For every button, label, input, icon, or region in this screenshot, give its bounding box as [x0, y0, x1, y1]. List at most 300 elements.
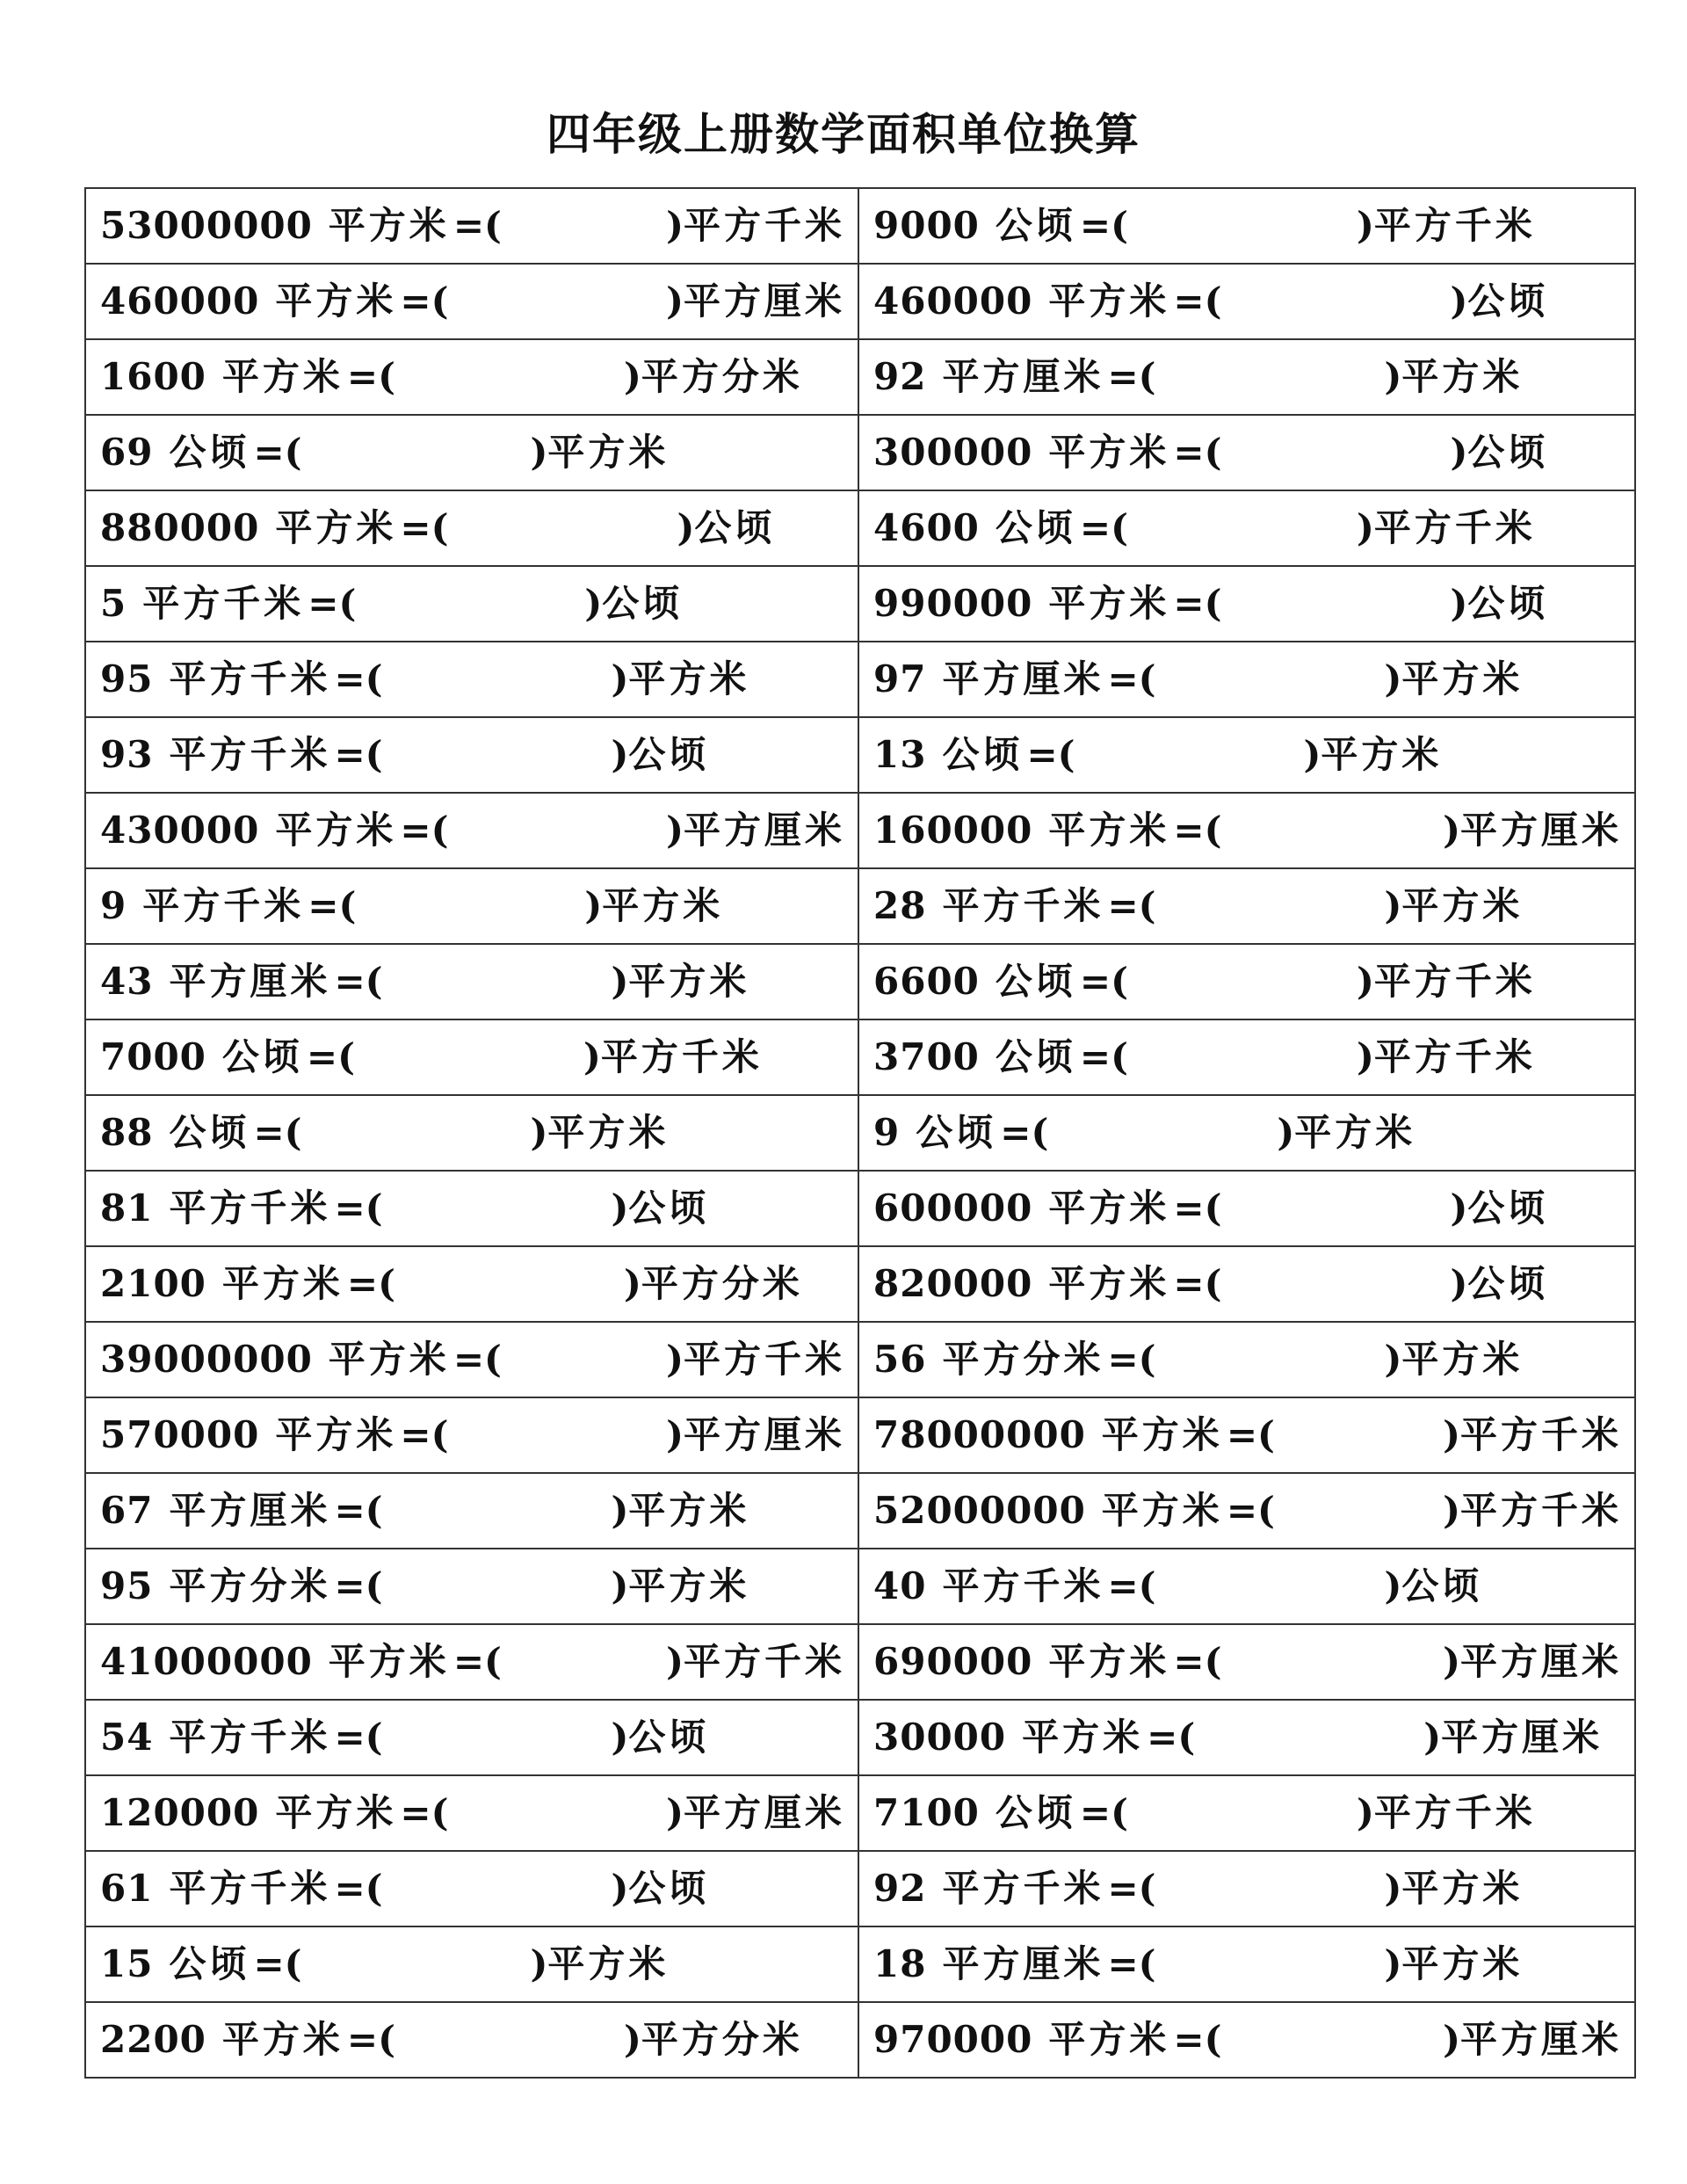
- table-row: [85, 1322, 1635, 1397]
- open-paren: (: [1138, 355, 1156, 398]
- equals-sign: =: [346, 2018, 379, 2061]
- equals-sign: =: [1026, 733, 1058, 776]
- given-value: 9000: [873, 204, 980, 247]
- conversion-question: [100, 1172, 709, 1245]
- exercise-cell-left: [85, 566, 858, 642]
- source-unit: 公顷: [221, 1035, 303, 1078]
- conversion-question: [100, 1096, 669, 1170]
- given-value: 30000: [873, 1716, 1007, 1759]
- source-unit: 平方米: [1048, 2018, 1170, 2061]
- equals-sign: =: [346, 355, 379, 398]
- close-paren: ): [1384, 1564, 1402, 1607]
- equals-sign: =: [1173, 1640, 1205, 1683]
- target-unit: 平方米: [547, 1942, 670, 1985]
- equals-sign: =: [453, 204, 485, 247]
- given-value: 300000: [873, 431, 1033, 474]
- close-paren: ): [1277, 1111, 1295, 1154]
- given-value: 88: [100, 1111, 154, 1154]
- table-row: [85, 1624, 1635, 1700]
- table-row: [85, 2002, 1635, 2078]
- exercise-rows: [85, 188, 1635, 2078]
- source-unit: 平方米: [275, 809, 397, 852]
- exercise-cell-right: [858, 1549, 1635, 1624]
- open-paren: (: [431, 1791, 449, 1834]
- conversion-question: [100, 416, 669, 490]
- equals-sign: =: [1173, 431, 1205, 474]
- equals-sign: =: [334, 733, 366, 776]
- source-unit: 平方千米: [142, 582, 305, 625]
- equals-sign: =: [334, 1867, 366, 1910]
- exercise-cell-left: [85, 1246, 858, 1322]
- conversion-question: [100, 1247, 803, 1321]
- equals-sign: =: [1107, 1942, 1139, 1985]
- target-unit: 公顷: [1467, 1262, 1549, 1305]
- open-paren: (: [337, 1035, 355, 1078]
- open-paren: (: [1204, 1640, 1222, 1683]
- close-paren: ): [666, 809, 684, 852]
- open-paren: (: [431, 506, 449, 549]
- target-unit: 平方米: [628, 657, 750, 700]
- conversion-question: [873, 1474, 1622, 1548]
- given-value: 39000000: [100, 1338, 313, 1381]
- close-paren: ): [611, 1564, 629, 1607]
- exercise-cell-left: [85, 1851, 858, 1926]
- source-unit: 平方米: [275, 1791, 397, 1834]
- conversion-question: [873, 1625, 1622, 1699]
- table-row: [85, 566, 1635, 642]
- exercise-cell-right: [858, 1700, 1635, 1775]
- exercise-cell-left: [85, 1700, 858, 1775]
- equals-sign: =: [1079, 204, 1111, 247]
- open-paren: (: [1257, 1489, 1275, 1532]
- open-paren: (: [1138, 1942, 1156, 1985]
- conversion-question: [873, 1776, 1536, 1850]
- given-value: 690000: [873, 1640, 1033, 1683]
- target-unit: 平方千米: [1373, 960, 1536, 1003]
- table-row: [85, 339, 1635, 415]
- conversion-question: [100, 718, 709, 792]
- exercise-cell-right: [858, 490, 1635, 566]
- target-unit: 平方厘米: [683, 1791, 845, 1834]
- open-paren: (: [1111, 1791, 1128, 1834]
- close-paren: ): [666, 204, 684, 247]
- exercise-cell-left: [85, 1095, 858, 1171]
- source-unit: 平方米: [1048, 431, 1170, 474]
- target-unit: 平方米: [1401, 1942, 1524, 1985]
- conversion-question: [873, 1020, 1536, 1094]
- target-unit: 公顷: [628, 1867, 710, 1910]
- source-unit: 平方分米: [942, 1338, 1104, 1381]
- conversion-question: [100, 1474, 749, 1548]
- given-value: 430000: [100, 809, 260, 852]
- equals-sign: =: [1079, 960, 1111, 1003]
- target-unit: 平方米: [1294, 1111, 1416, 1154]
- conversion-question: [873, 189, 1536, 263]
- source-unit: 公顷: [916, 1111, 997, 1154]
- close-paren: ): [1357, 1035, 1374, 1078]
- exercise-cell-left: [85, 1473, 858, 1549]
- conversion-question: [873, 1096, 1415, 1170]
- open-paren: (: [484, 1640, 502, 1683]
- target-unit: 公顷: [628, 733, 710, 776]
- conversion-question: [100, 1927, 669, 2001]
- source-unit: 平方千米: [169, 657, 331, 700]
- open-paren: (: [378, 2018, 395, 2061]
- equals-sign: =: [400, 1413, 431, 1456]
- source-unit: 平方分米: [169, 1564, 331, 1607]
- conversion-exercise-table: [84, 187, 1636, 2079]
- given-value: 93: [100, 733, 154, 776]
- given-value: 69: [100, 431, 154, 474]
- source-unit: 平方厘米: [942, 657, 1104, 700]
- conversion-question: [873, 1247, 1548, 1321]
- given-value: 40: [873, 1564, 927, 1607]
- equals-sign: =: [400, 809, 431, 852]
- table-row: [85, 868, 1635, 944]
- target-unit: 平方厘米: [1459, 2018, 1622, 2061]
- open-paren: (: [284, 431, 302, 474]
- equals-sign: =: [1173, 1262, 1205, 1305]
- exercise-cell-left: [85, 1624, 858, 1700]
- close-paren: ): [584, 884, 603, 927]
- target-unit: 平方厘米: [683, 279, 845, 323]
- conversion-question: [873, 945, 1536, 1019]
- source-unit: 公顷: [995, 1035, 1076, 1078]
- source-unit: 公顷: [169, 1111, 250, 1154]
- target-unit: 平方千米: [1373, 1035, 1536, 1078]
- target-unit: 平方千米: [1373, 1791, 1536, 1834]
- conversion-question: [873, 2003, 1622, 2077]
- conversion-question: [100, 869, 723, 943]
- conversion-question: [100, 1852, 709, 1926]
- table-row: [85, 1019, 1635, 1095]
- target-unit: 公顷: [1401, 1564, 1483, 1607]
- conversion-question: [873, 794, 1622, 867]
- table-row: [85, 415, 1635, 490]
- equals-sign: =: [400, 1791, 431, 1834]
- conversion-question: [100, 945, 749, 1019]
- exercise-cell-right: [858, 1397, 1635, 1473]
- equals-sign: =: [1079, 1791, 1111, 1834]
- conversion-question: [100, 1625, 845, 1699]
- exercise-cell-right: [858, 188, 1635, 264]
- target-unit: 平方分米: [641, 1262, 803, 1305]
- close-paren: ): [1384, 884, 1402, 927]
- source-unit: 平方千米: [942, 1867, 1104, 1910]
- close-paren: ): [666, 1338, 684, 1381]
- close-paren: ): [1443, 2018, 1460, 2061]
- exercise-cell-right: [858, 717, 1635, 793]
- table-row: [85, 188, 1635, 264]
- exercise-cell-right: [858, 1171, 1635, 1246]
- close-paren: ): [1357, 506, 1374, 549]
- table-row: [85, 944, 1635, 1019]
- close-paren: ): [666, 1640, 684, 1683]
- source-unit: 平方米: [221, 355, 344, 398]
- target-unit: 平方分米: [641, 2018, 803, 2061]
- equals-sign: =: [334, 1564, 366, 1607]
- target-unit: 平方厘米: [1459, 809, 1622, 852]
- exercise-cell-left: [85, 1549, 858, 1624]
- conversion-question: [873, 1549, 1482, 1623]
- given-value: 570000: [100, 1413, 260, 1456]
- equals-sign: =: [253, 1942, 285, 1985]
- conversion-question: [873, 1398, 1622, 1472]
- equals-sign: =: [400, 506, 431, 549]
- open-paren: (: [365, 1489, 383, 1532]
- given-value: 820000: [873, 1262, 1033, 1305]
- given-value: 78000000: [873, 1413, 1086, 1456]
- open-paren: (: [1111, 960, 1128, 1003]
- table-row: [85, 1926, 1635, 2002]
- equals-sign: =: [400, 279, 431, 323]
- table-row: [85, 642, 1635, 717]
- close-paren: ): [1443, 809, 1460, 852]
- given-value: 2100: [100, 1262, 206, 1305]
- close-paren: ): [1450, 582, 1468, 625]
- target-unit: 平方米: [1401, 355, 1524, 398]
- source-unit: 公顷: [995, 1791, 1076, 1834]
- target-unit: 公顷: [628, 1186, 710, 1230]
- exercise-cell-right: [858, 1851, 1635, 1926]
- conversion-question: [100, 265, 845, 338]
- source-unit: 平方千米: [169, 1186, 331, 1230]
- target-unit: 平方厘米: [1441, 1716, 1604, 1759]
- given-value: 95: [100, 1564, 154, 1607]
- table-row: [85, 793, 1635, 868]
- conversion-question: [873, 491, 1536, 565]
- open-paren: (: [1204, 2018, 1222, 2061]
- target-unit: 平方米: [1401, 657, 1524, 700]
- given-value: 52000000: [873, 1489, 1086, 1532]
- open-paren: (: [338, 884, 357, 927]
- given-value: 7100: [873, 1791, 980, 1834]
- table-row: [85, 1171, 1635, 1246]
- equals-sign: =: [1107, 1867, 1139, 1910]
- given-value: 460000: [100, 279, 260, 323]
- target-unit: 公顷: [602, 582, 684, 625]
- target-unit: 平方米: [1401, 884, 1524, 927]
- equals-sign: =: [1107, 657, 1139, 700]
- conversion-question: [100, 1549, 749, 1623]
- exercise-cell-right: [858, 944, 1635, 1019]
- source-unit: 平方米: [328, 204, 450, 247]
- table-row: [85, 1397, 1635, 1473]
- close-paren: ): [611, 733, 629, 776]
- close-paren: ): [530, 1111, 548, 1154]
- target-unit: 平方厘米: [683, 809, 845, 852]
- exercise-cell-right: [858, 1322, 1635, 1397]
- equals-sign: =: [308, 582, 339, 625]
- target-unit: 平方米: [1321, 733, 1443, 776]
- source-unit: 平方米: [1022, 1716, 1144, 1759]
- given-value: 120000: [100, 1791, 260, 1834]
- open-paren: (: [365, 1867, 383, 1910]
- target-unit: 平方米: [547, 431, 670, 474]
- exercise-cell-right: [858, 1926, 1635, 2002]
- table-row: [85, 1246, 1635, 1322]
- table-row: [85, 1700, 1635, 1775]
- exercise-cell-right: [858, 1246, 1635, 1322]
- exercise-cell-right: [858, 1624, 1635, 1700]
- open-paren: (: [365, 1716, 383, 1759]
- given-value: 4600: [873, 506, 980, 549]
- target-unit: 公顷: [628, 1716, 710, 1759]
- conversion-question: [100, 567, 683, 641]
- target-unit: 平方分米: [641, 355, 803, 398]
- equals-sign: =: [1107, 1338, 1139, 1381]
- target-unit: 平方米: [628, 1564, 750, 1607]
- source-unit: 平方千米: [942, 1564, 1104, 1607]
- close-paren: ): [1423, 1716, 1442, 1759]
- conversion-question: [100, 642, 749, 716]
- open-paren: (: [365, 1564, 383, 1607]
- equals-sign: =: [453, 1640, 485, 1683]
- target-unit: 公顷: [1467, 1186, 1549, 1230]
- open-paren: (: [431, 279, 449, 323]
- open-paren: (: [378, 355, 395, 398]
- conversion-question: [100, 340, 803, 414]
- given-value: 6600: [873, 960, 980, 1003]
- given-value: 970000: [873, 2018, 1033, 2061]
- conversion-question: [100, 1701, 709, 1774]
- table-row: [85, 1473, 1635, 1549]
- open-paren: (: [284, 1111, 302, 1154]
- exercise-cell-left: [85, 868, 858, 944]
- table-row: [85, 1549, 1635, 1624]
- close-paren: ): [583, 1035, 601, 1078]
- close-paren: ): [1357, 960, 1374, 1003]
- given-value: 460000: [873, 279, 1033, 323]
- target-unit: 公顷: [694, 506, 776, 549]
- close-paren: ): [666, 1791, 684, 1834]
- source-unit: 平方千米: [169, 733, 331, 776]
- exercise-cell-left: [85, 717, 858, 793]
- close-paren: ): [1357, 204, 1374, 247]
- close-paren: ): [1450, 431, 1468, 474]
- open-paren: (: [365, 960, 383, 1003]
- source-unit: 平方米: [275, 506, 397, 549]
- conversion-question: [873, 1701, 1603, 1774]
- equals-sign: =: [253, 431, 285, 474]
- given-value: 160000: [873, 809, 1033, 852]
- given-value: 600000: [873, 1186, 1033, 1230]
- close-paren: ): [1443, 1489, 1460, 1532]
- exercise-cell-left: [85, 1322, 858, 1397]
- equals-sign: =: [453, 1338, 485, 1381]
- close-paren: ): [1303, 733, 1321, 776]
- exercise-cell-left: [85, 1775, 858, 1851]
- conversion-question: [100, 189, 845, 263]
- close-paren: ): [611, 960, 629, 1003]
- conversion-question: [873, 416, 1548, 490]
- target-unit: 平方千米: [1459, 1489, 1622, 1532]
- given-value: 92: [873, 355, 927, 398]
- conversion-question: [873, 340, 1523, 414]
- source-unit: 平方千米: [142, 884, 305, 927]
- target-unit: 平方厘米: [1459, 1640, 1622, 1683]
- equals-sign: =: [334, 1716, 366, 1759]
- close-paren: ): [1450, 1262, 1468, 1305]
- table-row: [85, 264, 1635, 339]
- exercise-cell-left: [85, 2002, 858, 2078]
- close-paren: ): [611, 657, 629, 700]
- table-row: [85, 1095, 1635, 1171]
- equals-sign: =: [1226, 1413, 1258, 1456]
- target-unit: 公顷: [1467, 582, 1549, 625]
- given-value: 1600: [100, 355, 206, 398]
- exercise-cell-right: [858, 1473, 1635, 1549]
- source-unit: 平方千米: [942, 884, 1104, 927]
- open-paren: (: [1138, 657, 1156, 700]
- equals-sign: =: [306, 1035, 338, 1078]
- open-paren: (: [1031, 1111, 1049, 1154]
- exercise-cell-right: [858, 1775, 1635, 1851]
- source-unit: 公顷: [942, 733, 1024, 776]
- source-unit: 平方米: [221, 1262, 344, 1305]
- exercise-cell-left: [85, 1171, 858, 1246]
- close-paren: ): [1384, 1867, 1402, 1910]
- exercise-cell-left: [85, 415, 858, 490]
- target-unit: 平方千米: [1459, 1413, 1622, 1456]
- given-value: 990000: [873, 582, 1033, 625]
- exercise-cell-left: [85, 1397, 858, 1473]
- target-unit: 平方千米: [600, 1035, 763, 1078]
- given-value: 81: [100, 1186, 154, 1230]
- exercise-cell-right: [858, 1019, 1635, 1095]
- source-unit: 公顷: [169, 1942, 250, 1985]
- target-unit: 平方千米: [683, 1640, 845, 1683]
- open-paren: (: [365, 1186, 383, 1230]
- page-title: 四年级上册数学面积单位换算: [547, 108, 1140, 160]
- given-value: 92: [873, 1867, 927, 1910]
- target-unit: 平方千米: [683, 204, 845, 247]
- open-paren: (: [1138, 1867, 1156, 1910]
- target-unit: 公顷: [1467, 279, 1549, 323]
- source-unit: 平方米: [221, 2018, 344, 2061]
- source-unit: 平方米: [1048, 279, 1170, 323]
- open-paren: (: [1204, 1262, 1222, 1305]
- conversion-question: [873, 1323, 1523, 1397]
- table-row: [85, 1851, 1635, 1926]
- equals-sign: =: [1173, 809, 1205, 852]
- given-value: 61: [100, 1867, 154, 1910]
- open-paren: (: [484, 204, 502, 247]
- given-value: 18: [873, 1942, 927, 1985]
- target-unit: 平方千米: [1373, 204, 1536, 247]
- exercise-cell-right: [858, 339, 1635, 415]
- equals-sign: =: [1107, 1564, 1139, 1607]
- open-paren: (: [1057, 733, 1075, 776]
- equals-sign: =: [1173, 2018, 1205, 2061]
- open-paren: (: [431, 809, 449, 852]
- open-paren: (: [378, 1262, 395, 1305]
- exercise-cell-right: [858, 793, 1635, 868]
- close-paren: ): [677, 506, 695, 549]
- target-unit: 平方千米: [683, 1338, 845, 1381]
- source-unit: 平方米: [328, 1338, 450, 1381]
- exercise-cell-left: [85, 1019, 858, 1095]
- close-paren: ): [530, 431, 548, 474]
- open-paren: (: [1204, 279, 1222, 323]
- given-value: 7000: [100, 1035, 206, 1078]
- target-unit: 平方米: [628, 1489, 750, 1532]
- open-paren: (: [1204, 809, 1222, 852]
- equals-sign: =: [1107, 355, 1139, 398]
- target-unit: 平方千米: [1373, 506, 1536, 549]
- close-paren: ): [624, 1262, 641, 1305]
- exercise-cell-left: [85, 944, 858, 1019]
